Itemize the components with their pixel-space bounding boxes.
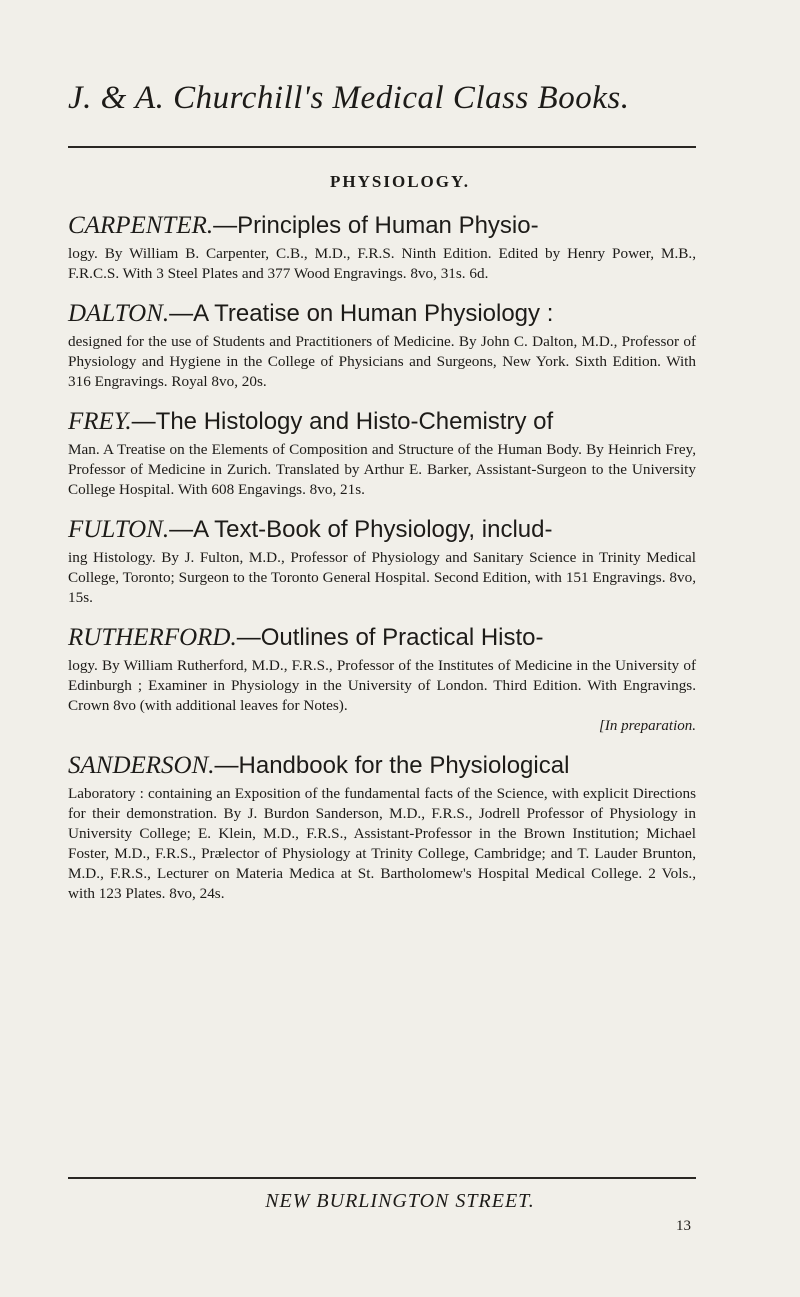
top-rule <box>68 146 696 148</box>
entry-description: designed for the use of Students and Practitioners of Medicine. By John C. Dalton, M.D., Professor of Physiology and Hygiene in the College of Physicians and Surgeons, New York. Sixth Edition. With 316 Engravings. Royal 8vo, 20s. <box>68 333 696 390</box>
entry-heading <box>68 406 696 438</box>
entry-description: Laboratory : containing an Exposition of the fundamental facts of the Science, with explicit Directions for their demonstration. By J. Burdon Sanderson, M.D., F.R.S., Jodrell Professor of Physiology in University College; E. Klein, M.D., F.R.S., Assistant-Professor in the Brown Institution; Michael Foster, M.D., F.R.S., Prælector of Physiology at Trinity College, Cambridge; and T. Lauder Brunton, M.D., F.R.S., Lecturer on Materia Medica at St. Bartholomew's Hospital Medical College. 2 Vols., with 123 Plates. 8vo, 24s. <box>68 785 696 902</box>
bottom-rule <box>68 1177 696 1179</box>
book-title: —A Text-Book of Physiology, includ- <box>169 516 553 543</box>
entry-description: logy. By William Rutherford, M.D., F.R.S., Professor of the Institutes of Medicine in the University of Edinburgh ; Examiner in Physiology in the University of London. Third Edition. With Engravings. Crown 8vo (with additional leaves for Notes). <box>68 657 696 714</box>
book-title: —The Histology and Histo-Chemistry of <box>131 408 554 435</box>
entry-heading <box>68 298 696 330</box>
book-title: —Outlines of Practical Histo- <box>236 624 544 651</box>
section-title: PHYSIOLOGY. <box>330 172 470 191</box>
entry-heading <box>68 514 696 546</box>
book-entry-rutherford <box>68 622 696 736</box>
author-name: FULTON. <box>68 516 170 543</box>
entry-description: Man. A Treatise on the Elements of Composition and Structure of the Human Body. By Heinrich Frey, Professor of Medicine in Zurich. Translated by Arthur E. Barker, Assistant-Surgeon to the University College Hospital. With 608 Engavings. 8vo, 21s. <box>68 441 696 498</box>
running-head: J. & A. Churchill's Medical Class Books. <box>68 80 630 116</box>
author-name: RUTHERFORD. <box>68 624 237 651</box>
page-number: 13 <box>676 1218 691 1234</box>
author-name: SANDERSON. <box>68 752 215 779</box>
author-name: FREY. <box>68 408 132 435</box>
entry-description: logy. By William B. Carpenter, C.B., M.D., F.R.S. Ninth Edition. Edited by Henry Power, M.B., F.R.C.S. With 3 Steel Plates and 377 Wood Engravings. 8vo, 31s. 6d. <box>68 245 696 282</box>
book-title: —Handbook for the Physiological <box>214 752 570 779</box>
book-entry-sanderson <box>68 750 696 904</box>
book-title: —A Treatise on Human Physiology : <box>169 300 554 327</box>
footer-address: NEW BURLINGTON STREET. <box>265 1190 535 1212</box>
entry-heading <box>68 750 696 782</box>
author-name: DALTON. <box>68 300 170 327</box>
author-name: CARPENTER. <box>68 212 214 239</box>
entry-heading <box>68 622 696 654</box>
entry-heading <box>68 210 696 242</box>
book-title: —Principles of Human Physio- <box>213 212 539 239</box>
book-entry-fulton <box>68 514 696 608</box>
book-entry-carpenter <box>68 210 696 284</box>
book-list <box>68 210 696 918</box>
entry-description: ing Histology. By J. Fulton, M.D., Professor of Physiology and Sanitary Science in Trinity Medical College, Toronto; Surgeon to the Toronto General Hospital. Second Edition, with 151 Engravings. 8vo, 15s. <box>68 549 696 606</box>
publication-status: [In preparation. <box>599 718 696 734</box>
book-entry-frey <box>68 406 696 500</box>
book-entry-dalton <box>68 298 696 392</box>
